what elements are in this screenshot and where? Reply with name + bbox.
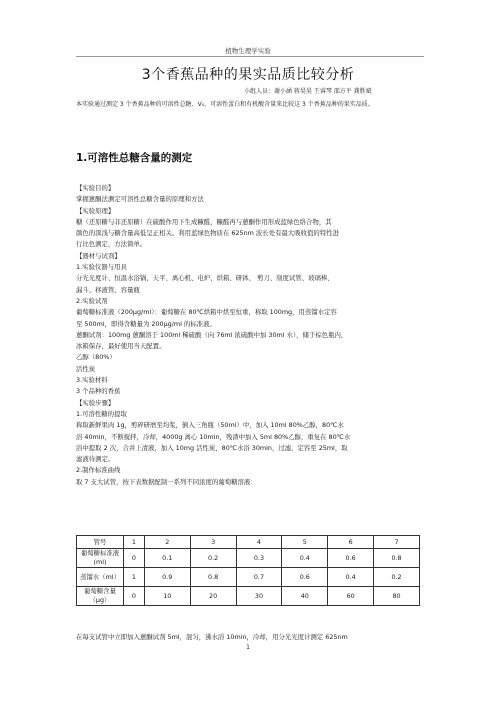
body-line: 乙醇（80%） xyxy=(76,353,116,362)
table-cell: 0.1 xyxy=(144,549,190,568)
table-header-cell: 6 xyxy=(328,536,374,549)
body-line: 【实验目的】 xyxy=(76,184,115,192)
table-header-cell: 4 xyxy=(236,536,282,549)
body-line: 分光光度计、恒温水浴锅、天平、离心机、电炉、烘箱、研钵、 剪刀、刻度试管、玻璃棒、 xyxy=(76,274,334,283)
body-line: 至 500ml，即得含糖量为 200μg/ml 的标准液。 xyxy=(76,319,216,328)
body-line: 掌握蒽酮法测定可溶性总糖含量的原理和方法 xyxy=(76,195,204,204)
table-header-cell: 3 xyxy=(190,536,236,549)
table-header-cell: 2 xyxy=(144,536,190,549)
table-cell: 0.8 xyxy=(374,549,420,568)
body-line: 1.实验仪器与用具 xyxy=(76,263,127,272)
table-header-cell: 7 xyxy=(374,536,420,549)
after-table-paragraph: 在每支试管中立即加入蒽酮试剂 5ml，混匀，沸水浴 10min，冷却，用分光光度计测定 625nm xyxy=(76,633,348,641)
body-line: 【器材与试剂】 xyxy=(76,251,121,260)
table-cell: 80 xyxy=(374,587,420,606)
body-line: 浴 40min，不断搅拌，冷却，4000g 离心 10min，残渣中加入 5ml 80%乙醇，重复在 80℃水 xyxy=(76,432,351,441)
body-line: 3.实验材料 xyxy=(76,376,108,385)
body-line: 活性炭 xyxy=(76,364,96,373)
body-line: 行比色测定，方法简单。 xyxy=(76,240,147,249)
table-header-cell: 5 xyxy=(282,536,328,549)
table-cell: 0.3 xyxy=(236,549,282,568)
body-line: 颜色的深浅与糖含量高低呈正相关。利用蓝绿色物质在 625nm 波长处有最大吸收值的特性进 xyxy=(76,229,339,238)
body-text xyxy=(76,183,422,488)
table-cell: 0.2 xyxy=(374,568,420,587)
row-label: 葡萄糖含量（μg） xyxy=(77,587,124,606)
table-cell: 0.9 xyxy=(144,568,190,587)
table-cell: 40 xyxy=(282,587,328,606)
table-header-cell: 1 xyxy=(124,536,145,549)
table-header-cell: 管号 xyxy=(77,536,124,549)
body-line: 2.制作标准曲线 xyxy=(76,466,121,475)
table-cell: 0.4 xyxy=(282,549,328,568)
body-line: 滤液待测定。 xyxy=(76,455,115,464)
table-header-row xyxy=(77,536,420,549)
table-cell: 0 xyxy=(124,549,145,568)
table-cell: 30 xyxy=(236,587,282,606)
table-cell: 20 xyxy=(190,587,236,606)
section-heading: 1.可溶性总糖含量的测定 xyxy=(76,152,193,164)
table-cell: 10 xyxy=(144,587,190,606)
row-label: 葡萄糖标准液(ml) xyxy=(77,549,124,568)
table-cell: 60 xyxy=(328,587,374,606)
body-line: 【实验步骤】 xyxy=(76,398,115,407)
table-cell: 0.6 xyxy=(282,568,328,587)
body-line: 取 7 支大试管，按下表数据配制一系列不同浓度的葡萄糖溶液： xyxy=(76,477,257,486)
table-cell: 1 xyxy=(124,568,145,587)
body-line: 1.可溶性糖的提取 xyxy=(76,409,127,418)
body-line: 漏斗、移液管、容量瓶 xyxy=(76,285,140,294)
table-cell: 0.6 xyxy=(328,549,374,568)
glucose-standard-table xyxy=(76,535,420,606)
body-line: 蒽酮试剂：100mg 蒽酮溶于 100ml 稀硫酸（向 76ml 浓硫酸中加 30ml 水），储于棕色瓶内， xyxy=(76,330,348,339)
table-cell: 0.2 xyxy=(190,549,236,568)
body-line: 浴中提取 2 次，合并上清液，加入 10mg 活性炭，80℃水浴 30min，过滤，定容至 25ml，取 xyxy=(76,443,348,452)
document-title: 3个香蕉品种的果实品质比较分析 xyxy=(141,67,355,83)
table-cell: 0.8 xyxy=(190,568,236,587)
table-row xyxy=(77,549,420,568)
page-number: 1 xyxy=(246,644,250,651)
body-line: 称取新鲜果肉 1g，剪碎研磨至均浆，倒入三角瓶（50ml）中，加入 10ml 80%乙醇，80℃水 xyxy=(76,421,344,430)
table-cell: 0.4 xyxy=(328,568,374,587)
body-line: 2.实验试剂 xyxy=(76,296,108,305)
body-line: 冰箱保存，最好使用当天配置。 xyxy=(76,342,166,351)
table-cell: 0.7 xyxy=(236,568,282,587)
abstract-paragraph: 本实验通过测定 3 个香蕉品种的可溶性总糖、V₀、可溶性蛋白和有机酸含量来比较这 3 个香蕉品种的果实品质。 xyxy=(76,101,374,108)
body-line: 3 个品种的香蕉 xyxy=(76,387,121,396)
header-rule xyxy=(76,56,424,57)
table-row xyxy=(77,587,420,606)
body-line: 葡萄糖标准液（200μg/ml）：葡萄糖在 80℃烘箱中烘至恒重，称取 100mg，用蒸馏水定容 xyxy=(76,308,337,317)
body-line: 糖（还原糖与非还原糖）在硫酸作用下生成糠醛，糠醛再与蒽酮作用形成蓝绿色络合物，其 xyxy=(76,217,332,226)
body-line: 【实验原理】 xyxy=(76,206,115,215)
authors-line: 小组人员：谢小涵 蒋昊昊 王睿琴 邵方平 龚胜斌 xyxy=(244,88,372,95)
row-label: 蒸馏水（ml） xyxy=(77,568,124,587)
table-row xyxy=(77,568,420,587)
table-cell: 0 xyxy=(124,587,145,606)
page-header: 植物生理学实验 xyxy=(225,47,271,55)
